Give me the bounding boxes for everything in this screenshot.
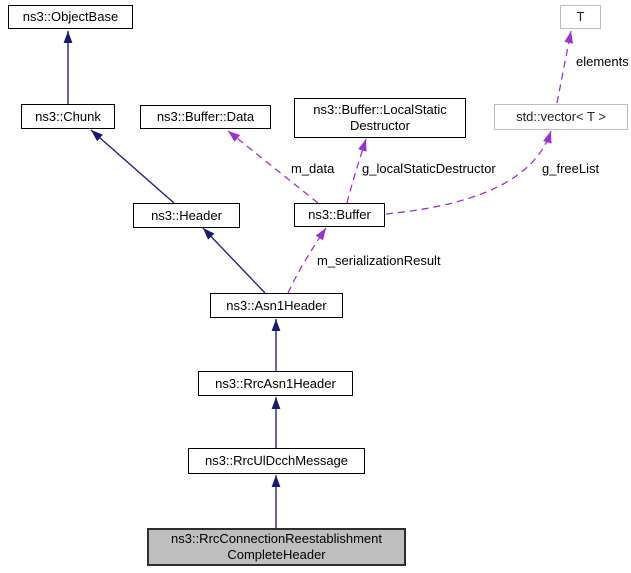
node-label: ns3::RrcAsn1Header bbox=[215, 375, 336, 391]
node-label: std::vector< T > bbox=[516, 109, 606, 125]
node-label-line1: ns3::RrcConnectionReestablishment bbox=[171, 531, 382, 547]
edge-label-g-freelist: g_freeList bbox=[542, 161, 600, 176]
node-label: ns3::Buffer::Data bbox=[156, 109, 255, 125]
edge-label-m-serializationresult: m_serializationResult bbox=[317, 253, 441, 268]
node-label: ns3::Chunk bbox=[35, 108, 101, 124]
node-label-line2: Destructor bbox=[350, 118, 410, 133]
node-label-line2: CompleteHeader bbox=[227, 547, 326, 562]
node-label: T bbox=[576, 9, 585, 25]
node-ns3-asn1header[interactable] bbox=[210, 293, 343, 318]
node-ns3-rrculdcchmessage[interactable] bbox=[188, 448, 365, 474]
node-ns3-header[interactable] bbox=[133, 203, 240, 228]
node-ns3-buffer-data[interactable] bbox=[140, 105, 271, 129]
node-label: ns3::Buffer bbox=[308, 207, 371, 223]
edge-label-m-data: m_data bbox=[291, 161, 335, 176]
node-label: ns3::Asn1Header bbox=[226, 297, 327, 313]
node-ns3-buffer-localstaticdestructor[interactable] bbox=[294, 98, 466, 138]
node-label: ns3::ObjectBase bbox=[22, 9, 119, 25]
node-ns3-objectbase[interactable] bbox=[8, 5, 133, 29]
node-ns3-chunk[interactable] bbox=[21, 104, 115, 129]
node-std-vector-t[interactable] bbox=[494, 104, 628, 130]
node-t[interactable] bbox=[560, 5, 601, 29]
edge-label-g-localstaticdestructor: g_localStaticDestructor bbox=[362, 161, 496, 176]
node-label: ns3::Header bbox=[151, 207, 222, 223]
edge-asn1header-to-header bbox=[203, 228, 265, 293]
node-label-line1: ns3::Buffer::LocalStatic bbox=[313, 102, 447, 118]
node-label: ns3::RrcUlDcchMessage bbox=[204, 453, 349, 469]
node-ns3-rrcconnectionreestablishmentcompleteheader bbox=[147, 528, 406, 566]
edge-stdvector-to-t-elements bbox=[557, 31, 571, 103]
edge-header-to-chunk bbox=[91, 130, 174, 203]
node-ns3-buffer[interactable] bbox=[294, 203, 385, 227]
node-ns3-rrcasn1header[interactable] bbox=[198, 371, 353, 396]
edge-label-elements: elements bbox=[576, 54, 629, 69]
